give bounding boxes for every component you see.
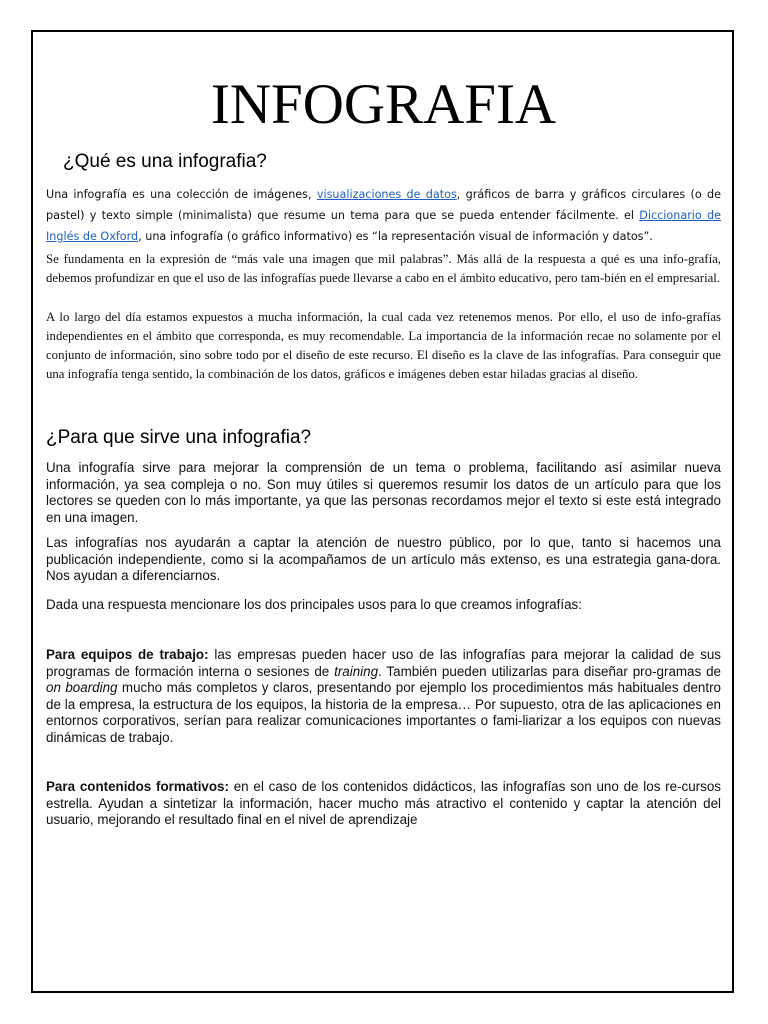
paragraph-atencion: Las infografías nos ayudarán a captar la atención de nuestro público, por lo que, tanto si hacemos una publicación independiente, como si la acompañamos de un artículo más extenso, es una estrategia gana-dora. Nos ayudan a diferenciarnos. <box>46 535 721 583</box>
paragraph-equipos-trabajo: Para equipos de trabajo: las empresas pueden hacer uso de las infografías para mejorar la calidad de sus programas de formación interna o sesiones de training. También pueden utilizarlas para diseñar pro-gramas de on boarding mucho más completos y claros, presentando por ejemplo los procedimientos más habituales dentro de la empresa, la estructura de los equipos, la historia de la empresa… Por supuesto, otra de las aplicaciones en entornos corporativos, serían para realizar comunicaciones importantes o fami-liarizar a los equipos con nuevas dinámicas de trabajo. <box>46 647 721 745</box>
paragraph-fundamento: Se fundamenta en la expresión de “más vale una imagen que mil palabras”. Más allá de la respuesta a qué es una info-grafía, debemos profundizar en que el uso de las infografías puede llevarse a cabo en el ámbito educativo, pero tam-bién en el empresarial. <box>46 252 721 285</box>
paragraph-definition: Una infografía es una colección de imágenes, visualizaciones de datos, gráficos de barra y gráficos circulares (o de pastel) y texto simple (minimalista) que resume un tema para que se pueda entender fácilmente. el Diccionario de Inglés de Oxford, una infografía (o gráfico informativo) es “la representación visual de información y datos”. <box>46 188 722 243</box>
label-contenidos-formativos: Para contenidos formativos: <box>46 779 229 794</box>
heading-para-que-sirve: ¿Para que sirve una infografia? <box>46 427 312 448</box>
link-diccionario-oxford[interactable]: Diccionario de Inglés de Oxford <box>46 209 721 243</box>
label-equipos-trabajo: Para equipos de trabajo: <box>46 647 209 662</box>
paragraph-usos-intro: Dada una respuesta mencionare los dos principales usos para lo que creamos infografías: <box>46 597 582 612</box>
paragraph-informacion: A lo largo del día estamos expuestos a mucha información, la cual cada vez retenemos menos. Por ello, el uso de info-grafías independientes en el ámbito que corresponda, es muy recomendable. La importancia de la información recae no solamente por el conjunto de información, sino sobre todo por el diseño de este recurso. El diseño es la clave de las infografías. Para conseguir que una infografía tenga sentido, la combinación de los datos, gráficos e imágenes deben estar hiladas gracias al diseño. <box>46 310 721 381</box>
link-visualizaciones-de-datos[interactable]: visualizaciones de datos <box>316 188 457 201</box>
paragraph-comprension: Una infografía sirve para mejorar la comprensión de un tema o problema, facilitando así asimilar nueva información, ya sea compleja o no. Son muy útiles si queremos resumir los datos de un artículo para que los lectores se queden con lo más importante, ya que las personas recordamos mejor el texto si este está integrado en una imagen. <box>46 460 721 525</box>
heading-que-es: ¿Qué es una infografia? <box>63 151 267 172</box>
paragraph-contenidos-formativos: Para contenidos formativos: en el caso de los contenidos didácticos, las infografías son uno de los re-cursos estrella. Ayudan a sintetizar la información, hacer mucho más atractivo el contenido y captar la atención del usuario, mejorando el resultado final en el nivel de aprendizaje <box>46 779 721 827</box>
document-title: INFOGRAFIA <box>210 73 557 136</box>
